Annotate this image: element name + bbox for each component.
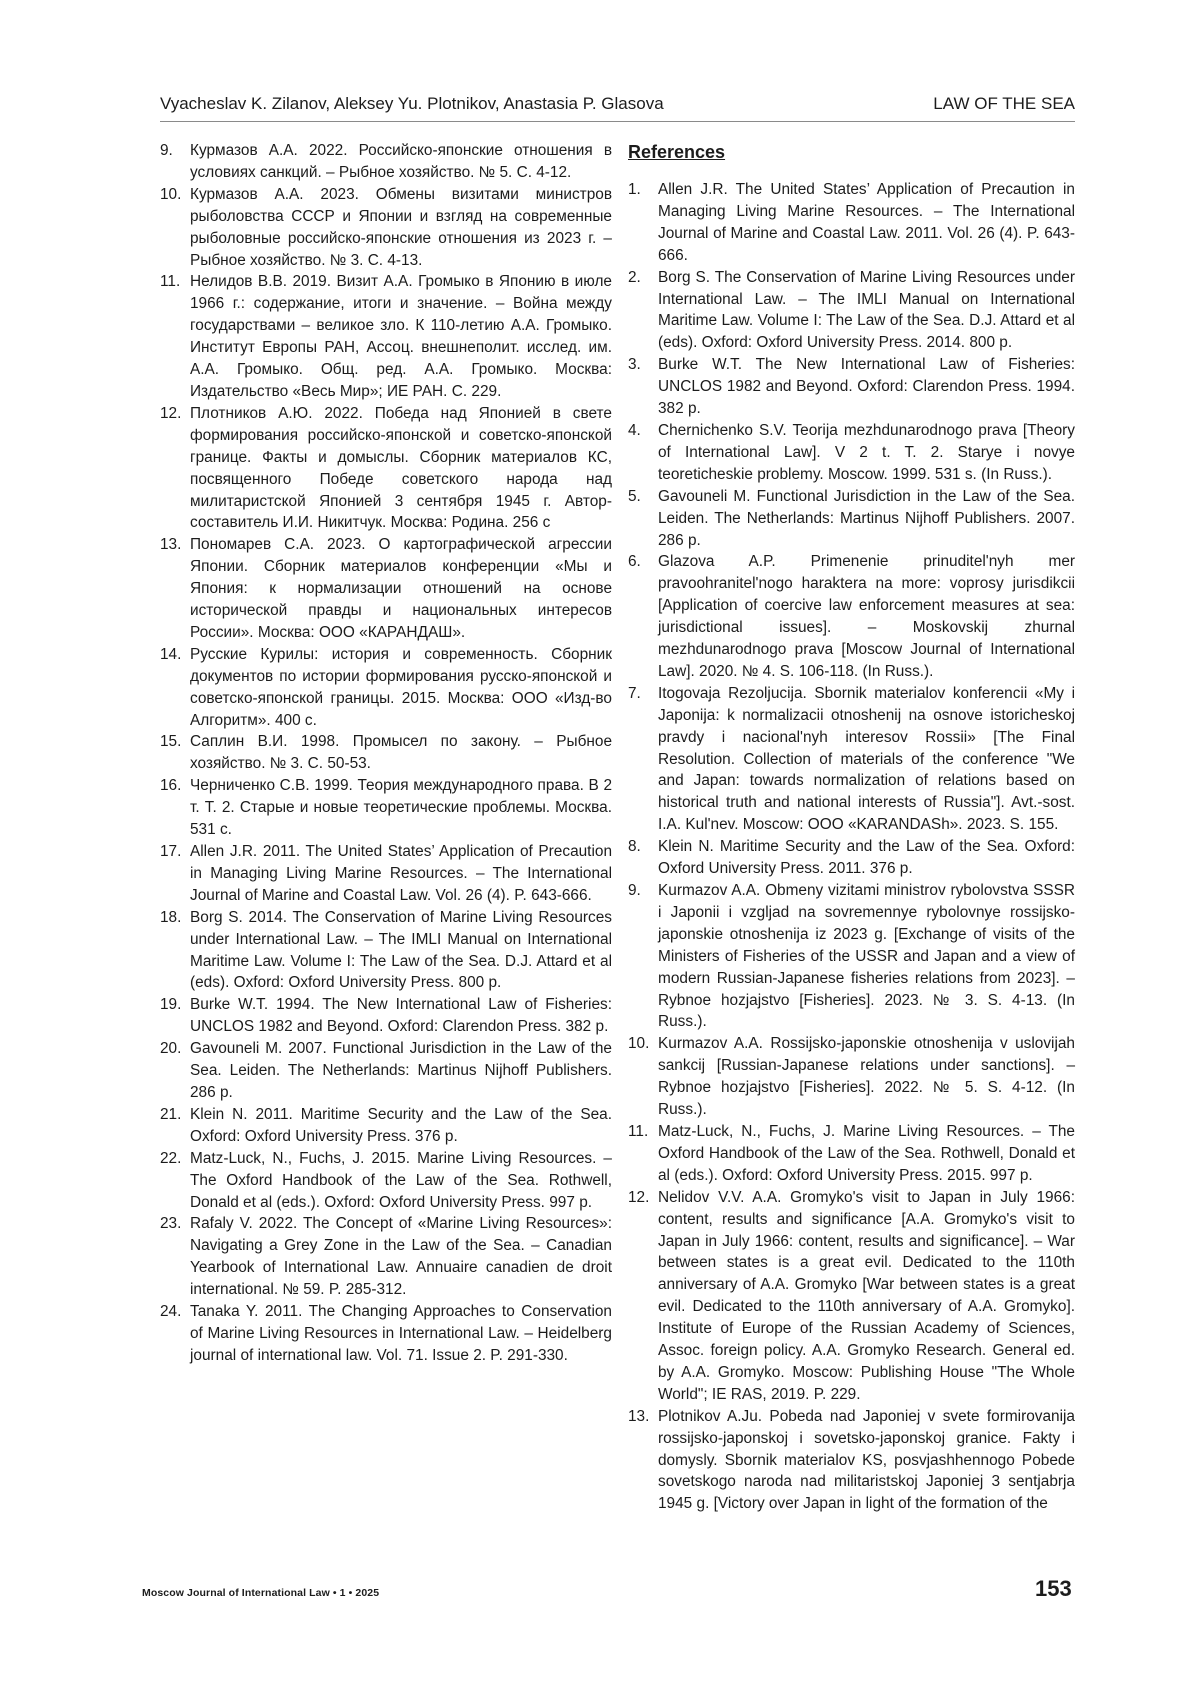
reference-item (160, 1104, 612, 1148)
reference-item (628, 486, 1075, 552)
reference-number: 23. (160, 1215, 182, 1233)
reference-text: Allen J.R. 2011. The United States’ Application of Precaution in Managing Living Marine Resources. – The International Journal of Marine and Coastal Law. Vol. 26 (4). P. 643-666. (190, 843, 612, 904)
reference-text: Klein N. Maritime Security and the Law of the Sea. Oxford: Oxford University Press. 2011. 376 p. (658, 838, 1075, 878)
reference-number: 7. (628, 684, 641, 702)
reference-number: 18. (160, 908, 182, 926)
reference-text: Nelidov V.V. A.A. Gromyko's visit to Japan in July 1966: content, results and significance [A.A. Gromyko's visit to Japan in July 1966: content, results and significance]. – War between states is a great evil. Dedicated to the 110th anniversary of A.A. Gromyko [War between states is a great evil. Dedicated to the 110th anniversary of A.A. Gromyko]. Institute of Europe of the Russian Academy of Sciences, Assoc. foreign policy. A.A. Gromyko Research. General ed. by A.A. Gromyko. Moscow: Publishing House "The Whole World"; IE RAS, 2019. P. 229. (658, 1188, 1075, 1403)
reference-number: 12. (160, 404, 182, 422)
page-number: 153 (1035, 1576, 1072, 1601)
reference-item (160, 140, 612, 184)
reference-number: 10. (628, 1035, 650, 1053)
reference-text: Kurmazov A.A. Rossijsko-japonskie otnoshenija v uslovijah sankcij [Russian-Japanese relations under sanctions]. – Rybnoe hozjajstvo [Fisheries]. 2022. № 5. S. 4-12. (In Russ.). (658, 1035, 1075, 1119)
reference-text: Черниченко С.В. 1999. Теория международного права. В 2 т. Т. 2. Старые и новые теоретические проблемы. Москва. 531 с. (190, 777, 612, 839)
reference-number: 1. (628, 181, 641, 198)
reference-item (160, 731, 612, 775)
reference-text: Плотников А.Ю. 2022. Победа над Японией в свете формирования российско-японской и советско-японской границе. Факты и домыслы. Сборник материалов КС, посвященного Победе советского народа над милитаристской Японией 3 сентября 1945 г. Автор-составитель И.И. Никитчук. Москва: Родина. 256 с (190, 404, 612, 532)
reference-text: Русские Курилы: история и современность. Сборник документов по истории формирования русско-японской и советско-японской границы. 2015. Москва: ООО «Изд-во Алгоритм». 400 с. (190, 645, 612, 729)
running-header (160, 86, 1075, 114)
reference-text: Пономарев С.А. 2023. О картографической агрессии Японии. Сборник материалов конференции «Мы и Япония: к нормализации отношений на основе исторической правды и национальных интересов России». Москва: ООО «КАРАНДАШ». (190, 536, 612, 641)
reference-text: Саплин В.И. 1998. Промысел по закону. – Рыбное хозяйство. № 3. С. 50-53. (190, 733, 612, 773)
reference-number: 8. (628, 838, 641, 856)
reference-item (628, 1187, 1075, 1406)
left-column (160, 140, 612, 1367)
reference-number: 11. (160, 273, 181, 291)
reference-text: Нелидов В.В. 2019. Визит А.А. Громыко в Японию в июле 1966 г.: содержание, итоги и значение. – Война между государствами – великое зло. К 110-летию А.А. Громыко. Институт Европы РАН, Ассоц. внешнеполит. исслед. им. А.А. Громыко. Общ. ред. А.А. Громыко. Москва: Издательство «Весь Мир»; ИЕ РАН. С. 229. (190, 273, 612, 400)
reference-item (160, 907, 612, 995)
reference-text: Plotnikov A.Ju. Pobeda nad Japoniej v svete formirovanija rossijsko-japonskoj i sovetsko-japonskoj granice. Fakty i domysly. Sbornik materialov KS, posvjashhennogo Pobede sovetskogo naroda nad militaristskoj Japoniej 3 sentjabrja 1945 g. [Victory over Japan in light of the formation of the (658, 1407, 1075, 1513)
reference-number: 17. (160, 843, 182, 860)
reference-number: 22. (160, 1149, 182, 1167)
reference-number: 12. (628, 1188, 650, 1206)
reference-item (160, 534, 612, 644)
reference-item (628, 1033, 1075, 1121)
reference-item (628, 179, 1075, 267)
reference-text: Borg S. The Conservation of Marine Living Resources under International Law. – The IMLI Manual on International Maritime Law. Volume I: The Law of the Sea. D.J. Attard et al (eds). Oxford: Oxford University Press. 2014. 800 p. (658, 268, 1075, 352)
header-rule (160, 121, 1075, 122)
reference-item (160, 1148, 612, 1214)
reference-text: Kurmazov A.A. Obmeny vizitami ministrov rybolovstva SSSR i Japonii i vzgljad na sovremennye rybolovnye rossijsko-japonskie otnoshenija iz 2023 g. [Exchange of visits of the Ministers of Fisheries of the USSR and Japan and a view of modern Russian-Japanese fisheries relations from 2023]. – Rybnoe hozjajstvo [Fisheries]. 2023. № 3. S. 4-13. (In Russ.). (658, 882, 1075, 1031)
reference-item (160, 994, 612, 1038)
reference-number: 24. (160, 1303, 182, 1321)
header-authors: Vyacheslav K. Zilanov, Aleksey Yu. Plotnikov, Anastasia P. Glasova (160, 94, 664, 113)
reference-item (160, 271, 612, 402)
reference-number: 4. (628, 421, 641, 439)
reference-item (160, 644, 612, 732)
reference-text: Tanaka Y. 2011. The Changing Approaches to Conservation of Marine Living Resources in International Law. – Heidelberg journal of international law. Vol. 71. Issue 2. P. 291-330. (190, 1303, 612, 1364)
reference-item (628, 1121, 1075, 1187)
reference-item (628, 551, 1075, 682)
reference-item (628, 354, 1075, 420)
header-section: LAW OF THE SEA (933, 94, 1075, 113)
reference-number: 11. (628, 1122, 649, 1140)
reference-text: Matz-Luck, N., Fuchs, J. 2015. Marine Living Resources. – The Oxford Handbook of the Law of the Sea. Rothwell, Donald et al (eds.). Oxford: Oxford University Press. 997 p. (190, 1149, 612, 1211)
reference-text: Gavouneli M. 2007. Functional Jurisdiction in the Law of the Sea. Leiden. The Netherlands: Martinus Nijhoff Publishers. 286 p. (190, 1040, 612, 1101)
reference-number: 15. (160, 733, 182, 751)
reference-item (160, 1213, 612, 1301)
reference-item (160, 403, 612, 534)
reference-number: 13. (628, 1407, 650, 1425)
reference-number: 6. (628, 553, 641, 571)
reference-item (160, 841, 612, 907)
right-column (628, 140, 1075, 1515)
reference-number: 2. (628, 268, 641, 286)
reference-text: Burke W.T. 1994. The New International Law of Fisheries: UNCLOS 1982 and Beyond. Oxford: Clarendon Press. 382 p. (190, 996, 612, 1036)
footer-journal: Moscow Journal of International Law • 1 • 2025 (142, 1587, 380, 1599)
reference-item (160, 1301, 612, 1367)
reference-text: Glazova A.P. Primenenie prinuditel'nyh mer pravoohranitel'nogo haraktera na more: voprosy jurisdikcii [Application of coercive law enforcement measures at sea: jurisdictional issues]. – Moskovskij zhurnal mezhdunarodnogo prava [Moscow Journal of International Law]. 2020. № 4. S. 106-118. (In Russ.). (658, 553, 1075, 680)
reference-number: 14. (160, 645, 182, 663)
reference-text: Itogovaja Rezoljucija. Sbornik materialov konferencii «My i Japonija: k normalizacii otnoshenij na osnove istoricheskoj pravdy i nacional'nyh interesov Rossii» [The Final Resolution. Collection of materials of the conference "We and Japan: towards normalization of relations based on historical truth and national interests of Russia"]. Avt.-sost. I.A. Kul'nev. Moscow: OOO «KARANDASh». 2023. S. 155. (658, 684, 1075, 834)
references-heading: References (628, 142, 726, 162)
reference-item (628, 267, 1075, 355)
reference-text: Burke W.T. The New International Law of Fisheries: UNCLOS 1982 and Beyond. Oxford: Clarendon Press. 1994. 382 p. (658, 356, 1075, 418)
reference-text: Borg S. 2014. The Conservation of Marine Living Resources under International Law. – The IMLI Manual on International Maritime Law. Volume I: The Law of the Sea. D.J. Attard et al (eds). Oxford: Oxford University Press. 800 p. (190, 908, 612, 992)
reference-text: Gavouneli M. Functional Jurisdiction in the Law of the Sea. Leiden. The Netherlands: Martinus Nijhoff Publishers. 2007. 286 p. (658, 487, 1075, 549)
reference-item (628, 683, 1075, 836)
reference-number: 9. (628, 882, 641, 899)
reference-item (628, 1406, 1075, 1516)
reference-number: 21. (160, 1105, 182, 1123)
reference-text: Chernichenko S.V. Teorija mezhdunarodnogo prava [Theory of International Law]. V 2 t. T. 2. Starye i novye teoreticheskie problemy. Moscow. 1999. 531 s. (In Russ.). (658, 421, 1075, 483)
reference-item (160, 184, 612, 272)
reference-number: 20. (160, 1040, 182, 1058)
reference-item (628, 880, 1075, 1033)
reference-number: 19. (160, 996, 182, 1014)
reference-item (160, 1038, 612, 1104)
reference-text: Matz-Luck, N., Fuchs, J. Marine Living Resources. – The Oxford Handbook of the Law of the Sea. Rothwell, Donald et al (eds.). Oxford: Oxford University Press. 2015. 997 p. (658, 1122, 1075, 1184)
reference-text: Курмазов А.А. 2023. Обмены визитами министров рыболовства СССР и Японии и взгляд на современные рыболовные российско-японские отношения из 2023 г. – Рыбное хозяйство. № 3. С. 4-13. (190, 185, 612, 269)
reference-item (628, 836, 1075, 880)
reference-text: Klein N. 2011. Maritime Security and the Law of the Sea. Oxford: Oxford University Press. 376 p. (190, 1105, 612, 1145)
reference-number: 3. (628, 356, 641, 374)
reference-number: 13. (160, 536, 182, 554)
reference-number: 16. (160, 777, 182, 795)
reference-item (628, 420, 1075, 486)
reference-text: Allen J.R. The United States’ Application of Precaution in Managing Living Marine Resources. – The International Journal of Marine and Coastal Law. 2011. Vol. 26 (4). P. 643-666. (658, 181, 1075, 264)
reference-number: 9. (160, 142, 173, 159)
reference-text: Rafaly V. 2022. The Concept of «Marine Living Resources»: Navigating a Grey Zone in the Law of the Sea. – Canadian Yearbook of International Law. Annuaire canadien de droit international. № 59. P. 285-312. (190, 1215, 612, 1299)
reference-number: 5. (628, 487, 641, 505)
reference-number: 10. (160, 185, 182, 203)
reference-text: Курмазов А.А. 2022. Российско-японские отношения в условиях санкций. – Рыбное хозяйство. № 5. С. 4-12. (190, 142, 612, 181)
reference-item (160, 775, 612, 841)
